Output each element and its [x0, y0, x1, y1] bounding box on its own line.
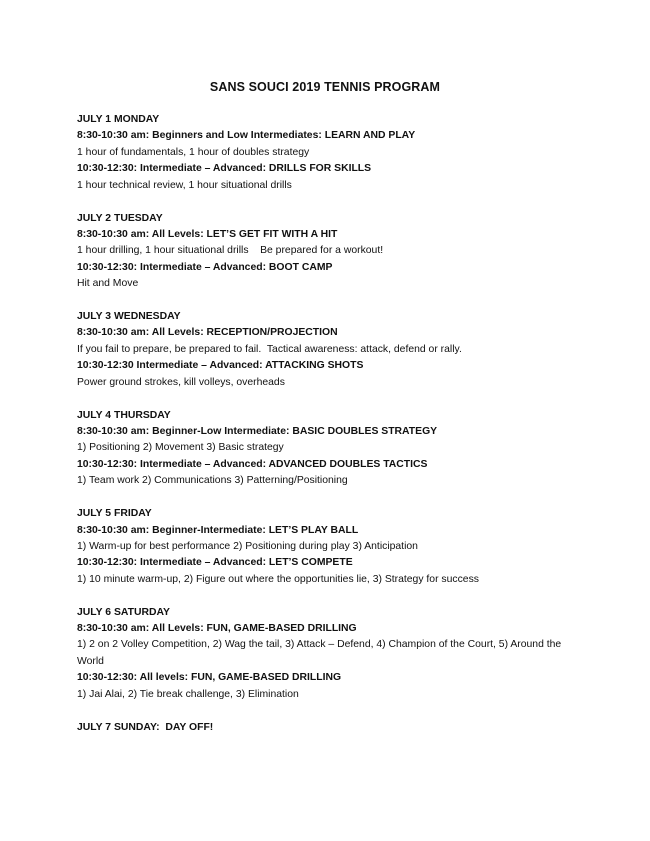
day-july-3 — [77, 309, 577, 391]
session-title: 10:30-12:30: Intermediate – Advanced: LET’S COMPETE — [77, 557, 353, 569]
day-july-5 — [77, 506, 577, 588]
session-description: 1) 2 on 2 Volley Competition, 2) Wag the tail, 3) Attack – Defend, 4) Champion of the Court, 5) Around the World — [77, 639, 562, 667]
session-description: Hit and Move — [77, 278, 139, 290]
session-title: 10:30-12:30: Intermediate – Advanced: DRILLS FOR SKILLS — [77, 163, 372, 175]
day-heading: JULY 3 WEDNESDAY — [77, 311, 181, 323]
session-description: If you fail to prepare, be prepared to fail. Tactical awareness: attack, defend or rally. — [77, 343, 462, 355]
session-description: Power ground strokes, kill volleys, overheads — [77, 376, 285, 388]
day-heading: JULY 4 THURSDAY — [77, 409, 171, 421]
session-title: 8:30-10:30 am: All Levels: RECEPTION/PROJECTION — [77, 327, 338, 339]
session-description: 1) Warm-up for best performance 2) Positioning during play 3) Anticipation — [77, 540, 418, 552]
session-title: 10:30-12:30: Intermediate – Advanced: BOOT CAMP — [77, 261, 333, 273]
day-heading: JULY 2 TUESDAY — [77, 212, 163, 224]
day-off-notice: JULY 7 SUNDAY: DAY OFF! — [77, 721, 214, 733]
session-description: 1) 10 minute warm-up, 2) Figure out where the opportunities lie, 3) Strategy for success — [77, 573, 479, 585]
day-july-6 — [77, 605, 577, 703]
session-description: 1) Jai Alai, 2) Tie break challenge, 3) Elimination — [77, 688, 299, 700]
session-title: 10:30-12:30: Intermediate – Advanced: ADVANCED DOUBLES TACTICS — [77, 458, 428, 470]
session-title: 8:30-10:30 am: All Levels: FUN, GAME-BASED DRILLING — [77, 623, 357, 635]
program-schedule — [77, 112, 577, 736]
session-description: 1 hour of fundamentals, 1 hour of doubles strategy — [77, 146, 310, 158]
session-description: 1 hour drilling, 1 hour situational drills Be prepared for a workout! — [77, 245, 384, 257]
session-title: 8:30-10:30 am: Beginners and Low Intermediates: LEARN AND PLAY — [77, 130, 416, 142]
day-july-2 — [77, 211, 577, 293]
session-title: 10:30-12:30 Intermediate – Advanced: ATTACKING SHOTS — [77, 360, 364, 372]
session-description: 1) Positioning 2) Movement 3) Basic strategy — [77, 442, 284, 454]
day-heading: JULY 1 MONDAY — [77, 114, 160, 125]
session-title: 8:30-10:30 am: All Levels: LET’S GET FIT WITH A HIT — [77, 228, 338, 240]
session-title: 8:30-10:30 am: Beginner-Low Intermediate: BASIC DOUBLES STRATEGY — [77, 426, 438, 437]
session-title: 8:30-10:30 am: Beginner-Intermediate: LET’S PLAY BALL — [77, 524, 359, 536]
page-title: SANS SOUCI 2019 TENNIS PROGRAM — [209, 80, 441, 94]
session-description: 1 hour technical review, 1 hour situational drills — [77, 179, 292, 191]
day-heading: JULY 5 FRIDAY — [77, 508, 152, 520]
day-july-1 — [77, 112, 577, 194]
session-title: 10:30-12:30: All levels: FUN, GAME-BASED DRILLING — [77, 672, 342, 684]
day-july-4 — [77, 408, 577, 490]
day-heading: JULY 6 SATURDAY — [77, 606, 170, 618]
session-description: 1) Team work 2) Communications 3) Patterning/Positioning — [77, 475, 348, 487]
